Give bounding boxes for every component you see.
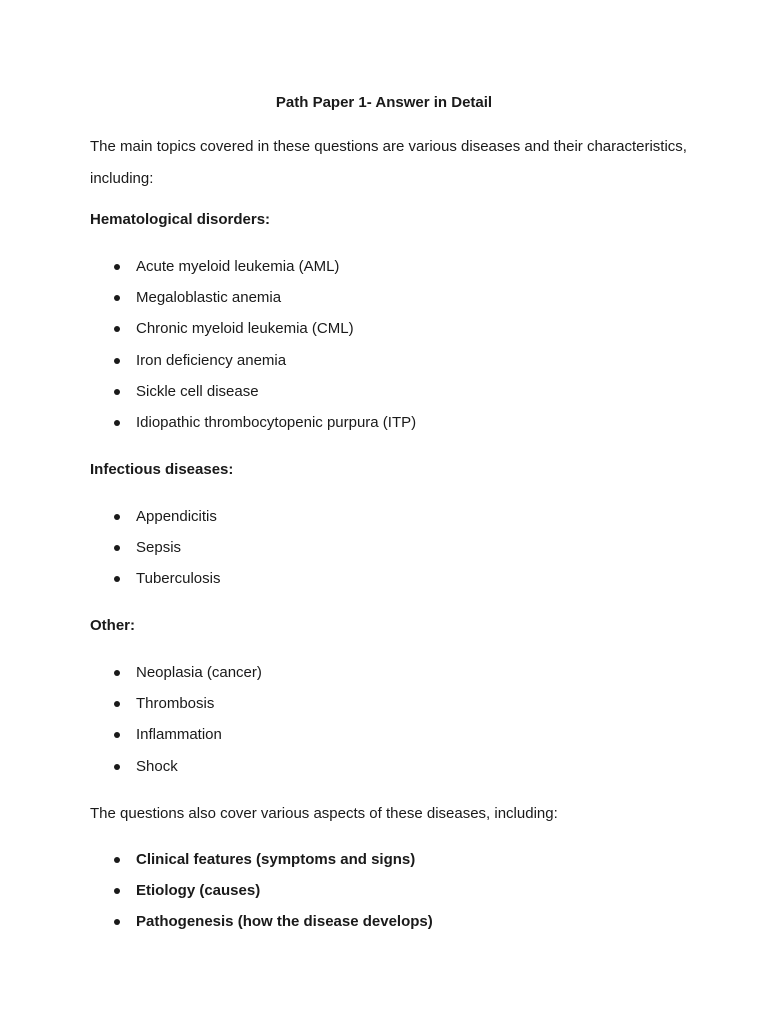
list-item-text: Inflammation xyxy=(136,726,222,744)
bullet-icon xyxy=(114,264,120,270)
list-item-text: Thrombosis xyxy=(136,695,215,713)
list-item-text: Chronic myeloid leukemia (CML) xyxy=(136,320,354,338)
section-heading-infectious: Infectious diseases: xyxy=(90,461,234,478)
list-item xyxy=(0,725,262,756)
bullet-icon xyxy=(114,545,120,551)
section-heading-other: Other: xyxy=(90,617,135,634)
bullet-icon xyxy=(114,764,120,770)
list-item xyxy=(0,351,416,382)
list-item xyxy=(0,569,220,600)
bullet-icon xyxy=(114,326,120,332)
list-item-text: Idiopathic thrombocytopenic purpura (ITP) xyxy=(136,413,417,431)
list-item xyxy=(0,757,262,788)
list-item-text: Shock xyxy=(136,757,178,775)
infectious-list xyxy=(0,507,220,601)
list-item-text: Acute myeloid leukemia (AML) xyxy=(136,258,340,275)
list-item-text: Neoplasia (cancer) xyxy=(136,664,262,681)
bullet-icon xyxy=(114,514,120,520)
aspects-list xyxy=(0,850,433,944)
section-heading-hematological: Hematological disorders: xyxy=(90,211,271,228)
list-item xyxy=(0,319,416,350)
list-item-text: Sickle cell disease xyxy=(136,382,259,400)
bullet-icon xyxy=(114,919,120,925)
list-item xyxy=(0,538,220,569)
document-title: Path Paper 1- Answer in Detail xyxy=(275,94,493,111)
list-item xyxy=(0,413,416,444)
list-item xyxy=(0,881,433,912)
bullet-icon xyxy=(114,732,120,738)
list-item-text: Clinical features (symptoms and signs) xyxy=(136,851,416,868)
bullet-icon xyxy=(114,389,120,395)
list-item-text: Iron deficiency anemia xyxy=(136,351,287,369)
bullet-icon xyxy=(114,358,120,364)
list-item-text: Pathogenesis (how the disease develops) xyxy=(136,913,433,931)
list-item-text: Etiology (causes) xyxy=(136,882,261,900)
bullet-icon xyxy=(114,670,120,676)
intro-paragraph: The main topics covered in these questions are various diseases and their characteristics, including: xyxy=(90,138,687,187)
list-item xyxy=(0,663,262,694)
list-item xyxy=(0,507,220,538)
bullet-icon xyxy=(114,857,120,863)
list-item xyxy=(0,257,416,288)
bullet-icon xyxy=(114,295,120,301)
aspects-intro-paragraph: The questions also cover various aspects of these diseases, including: xyxy=(90,805,558,822)
list-item-text: Sepsis xyxy=(136,539,182,557)
list-item-text: Tuberculosis xyxy=(136,570,221,588)
list-item xyxy=(0,912,433,943)
bullet-icon xyxy=(114,420,120,426)
list-item-text: Appendicitis xyxy=(136,508,217,525)
list-item-text: Megaloblastic anemia xyxy=(136,289,282,307)
list-item xyxy=(0,382,416,413)
hematological-list xyxy=(0,257,416,444)
bullet-icon xyxy=(114,888,120,894)
bullet-icon xyxy=(114,576,120,582)
list-item xyxy=(0,850,433,881)
list-item xyxy=(0,694,262,725)
list-item xyxy=(0,288,416,319)
bullet-icon xyxy=(114,701,120,707)
other-list xyxy=(0,663,262,788)
